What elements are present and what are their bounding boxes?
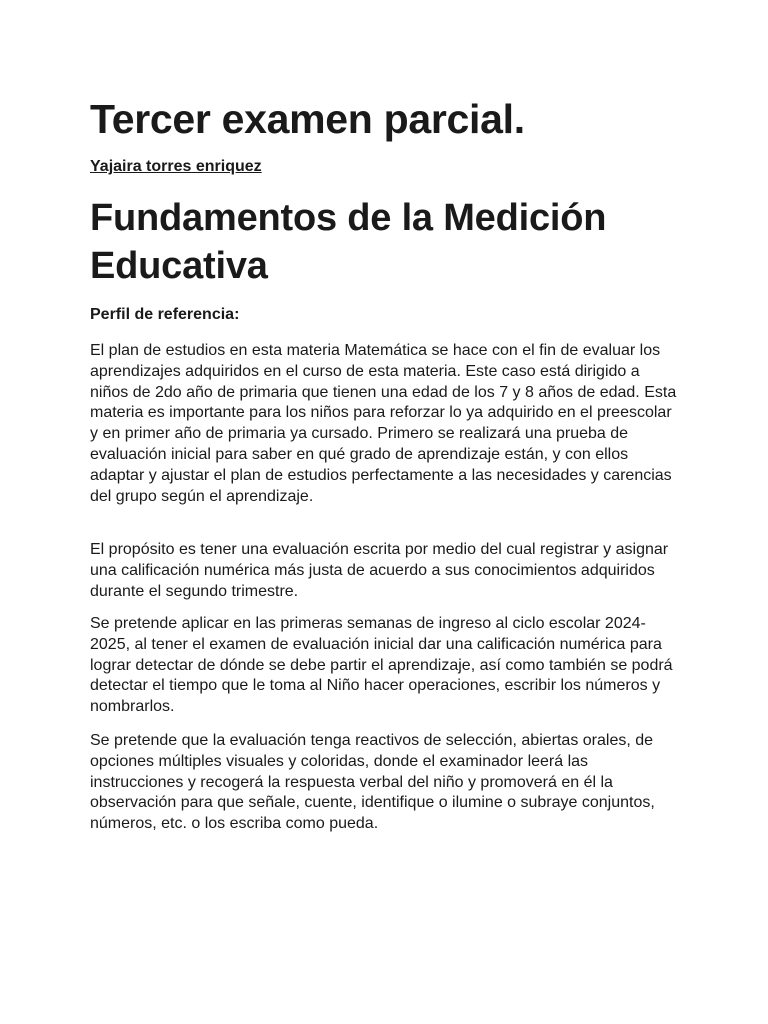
document-title: Tercer examen parcial. <box>90 96 525 142</box>
subject-heading: Fundamentos de la Medición Educativa <box>90 197 607 287</box>
paragraph: Se pretende que la evaluación tenga reactivos de selección, abiertas orales, de opciones múltiples visuales y coloridas, donde el examinador leerá las instrucciones y recogerá la respuesta verbal del niño y promoverá en él la observación para que señale, cuente, identifique o ilumine o subraye conjuntos, números, etc. o los escriba como pueda. <box>90 732 655 833</box>
author-name: Yajaira torres enriquez <box>90 158 262 175</box>
paragraph: El plan de estudios en esta materia Matemática se hace con el fin de evaluar los aprendizajes adquiridos en el curso de esta materia. Este caso está dirigido a niños de 2do año de primaria que tienen una edad de los 7 y 8 años de edad. Esta materia es importante para los niños para reforzar lo ya adquirido en el preescolar y en primer año de primaria ya cursado. Primero se realizará una prueba de evaluación inicial para saber en qué grado de aprendizaje están, y con ellos adaptar y ajustar el plan de estudios perfectamente a las necesidades y carencias del grupo según el aprendizaje. <box>90 342 677 505</box>
section-label: Perfil de referencia: <box>90 306 240 323</box>
paragraph: Se pretende aplicar en las primeras semanas de ingreso al ciclo escolar 2024-2025, al tener el examen de evaluación inicial dar una calificación numérica para lograr detectar de dónde se debe partir el aprendizaje, así como también se podrá detectar el tiempo que le toma al Niño hacer operaciones, escribir los números y nombrarlos. <box>90 615 673 716</box>
paragraph: El propósito es tener una evaluación escrita por medio del cual registrar y asignar una calificación numérica más justa de acuerdo a sus conocimientos adquiridos durante el segundo trimestre. <box>90 541 669 600</box>
